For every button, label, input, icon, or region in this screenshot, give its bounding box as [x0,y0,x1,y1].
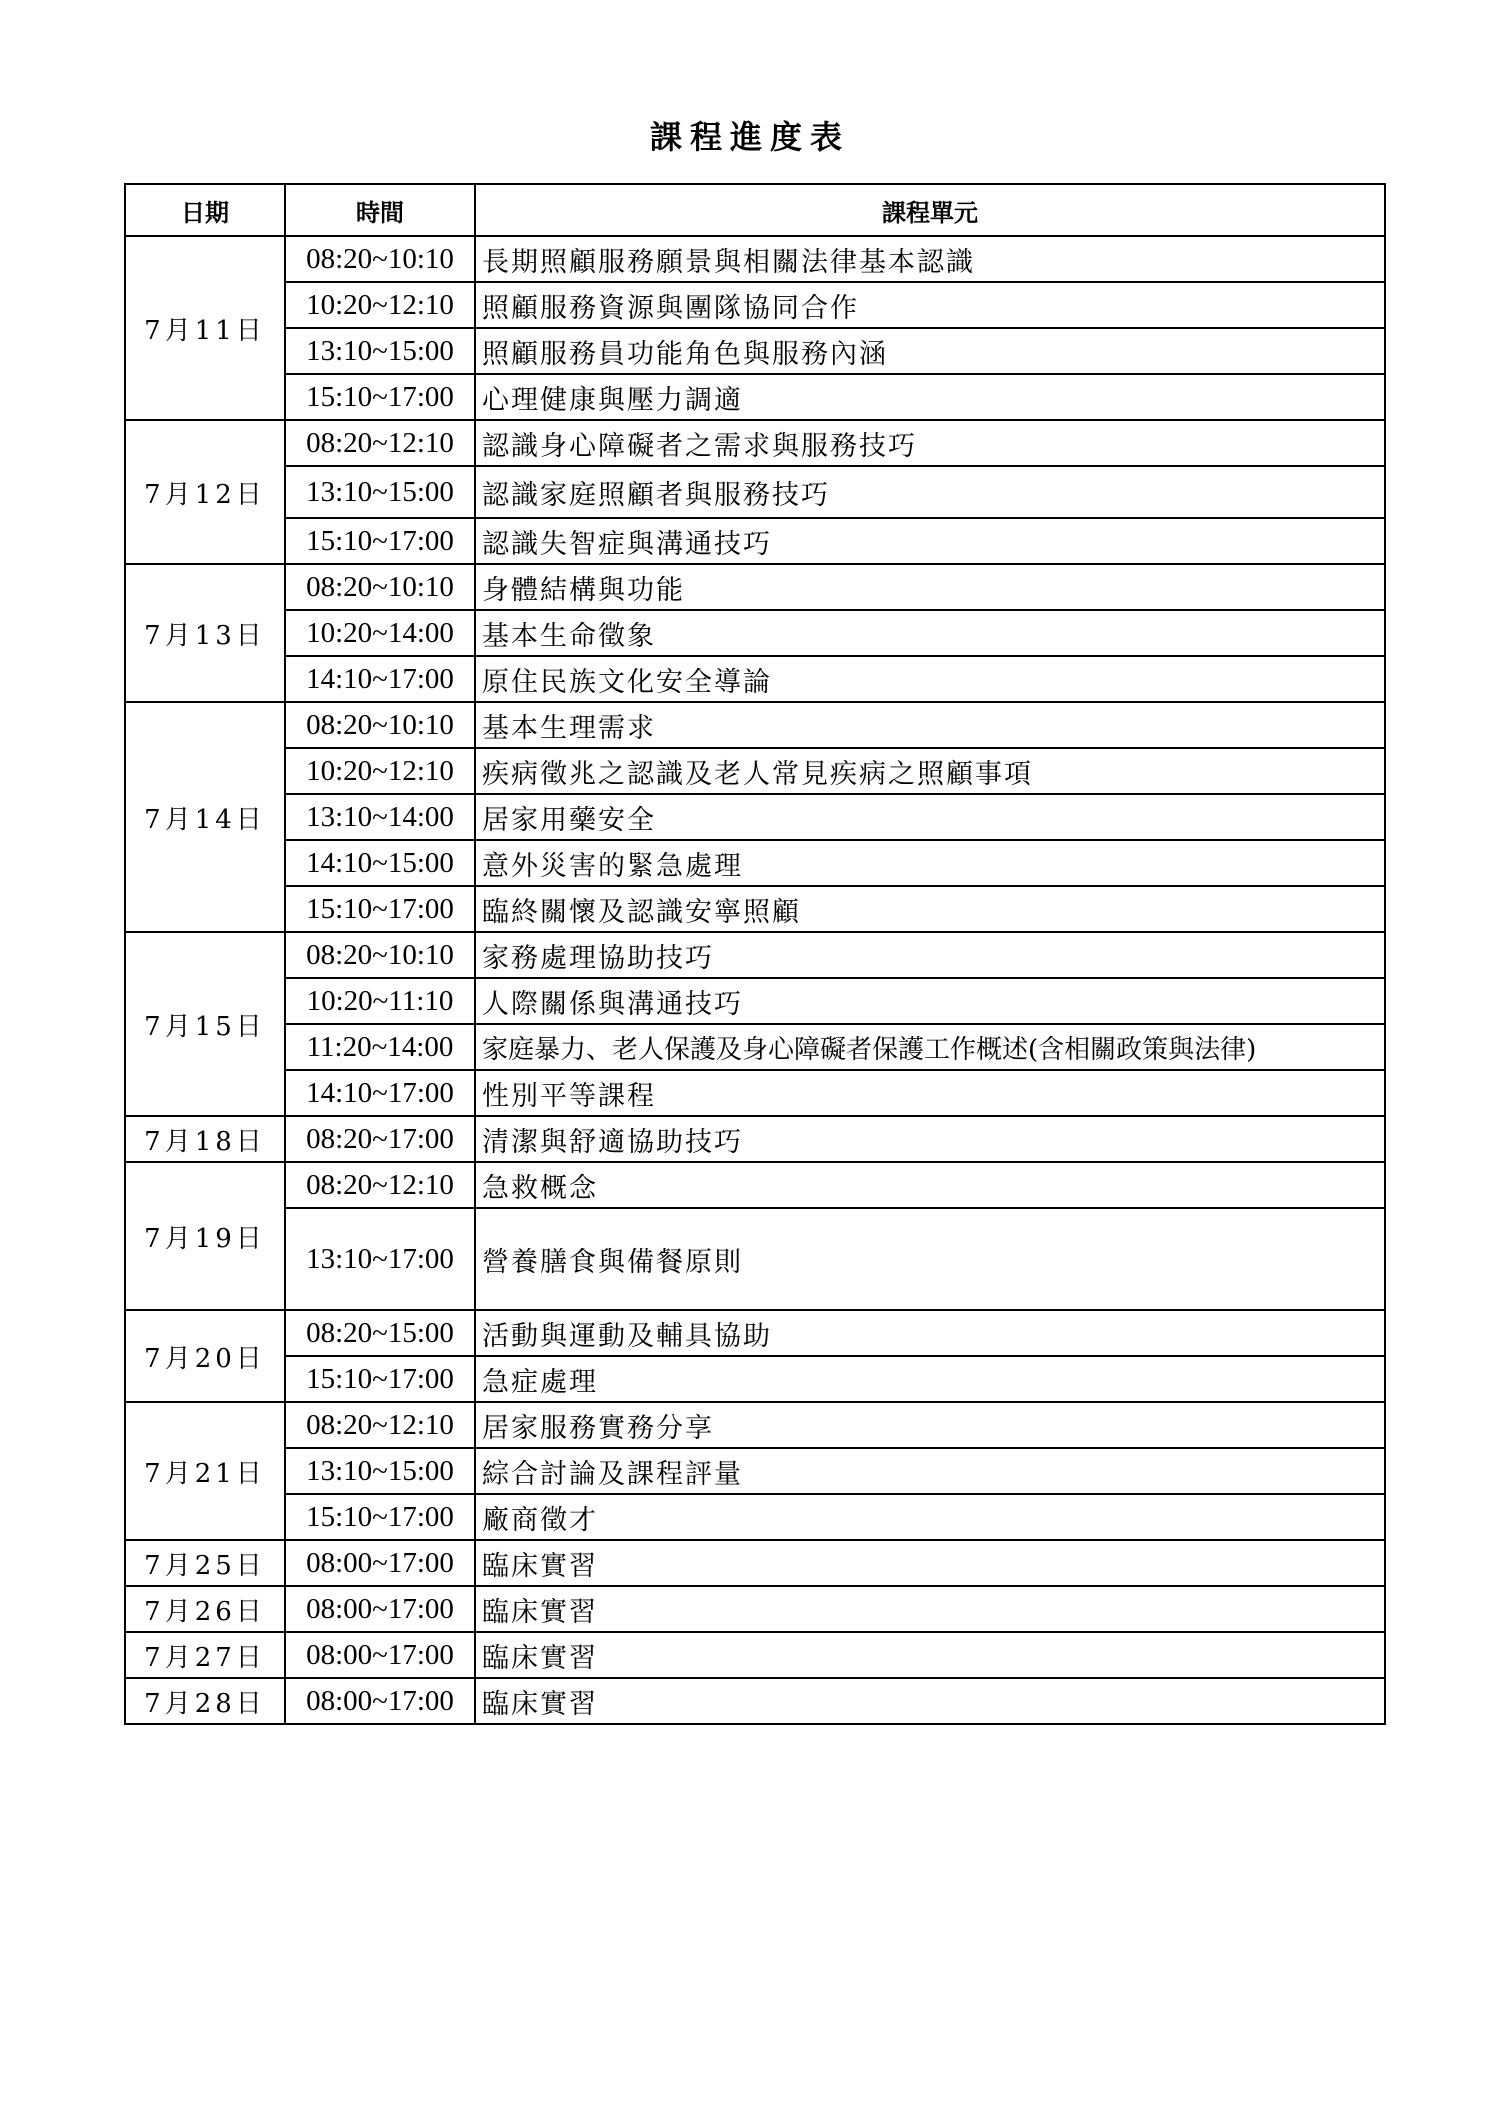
topic-cell: 原住民族文化安全導論 [475,656,1385,702]
table-row [125,978,1385,1024]
time-cell: 08:20~10:10 [285,564,475,610]
time-cell: 08:20~12:10 [285,420,475,466]
topic-cell: 疾病徵兆之認識及老人常見疾病之照顧事項 [475,748,1385,794]
topic-cell: 居家服務實務分享 [475,1402,1385,1448]
table-row [125,564,1385,610]
time-cell: 08:20~10:10 [285,932,475,978]
time-cell: 10:20~11:10 [285,978,475,1024]
table-row [125,656,1385,702]
topic-cell: 家庭暴力、老人保護及身心障礙者保護工作概述(含相關政策與法律) [475,1024,1385,1070]
time-cell: 13:10~15:00 [285,328,475,374]
header-unit: 課程單元 [475,184,1385,236]
page-title: 課程進度表 [649,118,850,156]
table-row [125,840,1385,886]
table-row [125,932,1385,978]
table-row [125,1356,1385,1402]
header-date: 日期 [125,184,285,236]
topic-cell: 身體結構與功能 [475,564,1385,610]
time-cell: 14:10~17:00 [285,1070,475,1116]
time-cell: 08:20~17:00 [285,1116,475,1162]
date-cell: 7月28日 [125,1678,285,1724]
topic-cell: 基本生理需求 [475,702,1385,748]
time-cell: 15:10~17:00 [285,1356,475,1402]
date-cell: 7月25日 [125,1540,285,1586]
table-row [125,518,1385,564]
time-cell: 15:10~17:00 [285,518,475,564]
date-cell: 7月14日 [125,702,285,932]
time-cell: 13:10~15:00 [285,1448,475,1494]
time-cell: 08:20~12:10 [285,1162,475,1208]
table-row [125,328,1385,374]
topic-cell: 人際關係與溝通技巧 [475,978,1385,1024]
table-row [125,1586,1385,1632]
time-cell: 08:00~17:00 [285,1586,475,1632]
topic-cell: 家務處理協助技巧 [475,932,1385,978]
header-row [125,184,1385,236]
date-cell: 7月11日 [125,236,285,420]
date-cell: 7月12日 [125,420,285,564]
topic-cell: 長期照顧服務願景與相關法律基本認識 [475,236,1385,282]
topic-cell: 臨床實習 [475,1586,1385,1632]
topic-cell: 認識失智症與溝通技巧 [475,518,1385,564]
table-row [125,1208,1385,1310]
topic-cell: 臨床實習 [475,1632,1385,1678]
time-cell: 13:10~14:00 [285,794,475,840]
table-row [125,420,1385,466]
date-cell: 7月15日 [125,932,285,1116]
table-row [125,1632,1385,1678]
time-cell: 15:10~17:00 [285,1494,475,1540]
table-row [125,282,1385,328]
topic-cell: 臨床實習 [475,1678,1385,1724]
table-row [125,1024,1385,1070]
topic-cell: 臨床實習 [475,1540,1385,1586]
time-cell: 08:00~17:00 [285,1678,475,1724]
table-row [125,1540,1385,1586]
time-cell: 14:10~17:00 [285,656,475,702]
topic-cell: 清潔與舒適協助技巧 [475,1116,1385,1162]
table-row [125,748,1385,794]
table-row [125,1448,1385,1494]
table-row [125,794,1385,840]
topic-cell: 照顧服務員功能角色與服務內涵 [475,328,1385,374]
time-cell: 08:20~10:10 [285,702,475,748]
date-cell: 7月27日 [125,1632,285,1678]
topic-cell: 認識身心障礙者之需求與服務技巧 [475,420,1385,466]
topic-cell: 基本生命徵象 [475,610,1385,656]
time-cell: 14:10~15:00 [285,840,475,886]
date-cell: 7月21日 [125,1402,285,1540]
topic-cell: 急症處理 [475,1356,1385,1402]
table-row [125,466,1385,518]
table-row [125,886,1385,932]
date-cell: 7月18日 [125,1116,285,1162]
topic-cell: 居家用藥安全 [475,794,1385,840]
time-cell: 10:20~12:10 [285,282,475,328]
date-cell: 7月26日 [125,1586,285,1632]
time-cell: 11:20~14:00 [285,1024,475,1070]
topic-cell: 性別平等課程 [475,1070,1385,1116]
topic-cell: 意外災害的緊急處理 [475,840,1385,886]
topic-cell: 廠商徵才 [475,1494,1385,1540]
table-row [125,236,1385,282]
date-cell: 7月13日 [125,564,285,702]
table-row [125,1310,1385,1356]
time-cell: 08:20~15:00 [285,1310,475,1356]
topic-cell: 急救概念 [475,1162,1385,1208]
time-cell: 08:20~12:10 [285,1402,475,1448]
table-row [125,1116,1385,1162]
header-time: 時間 [285,184,475,236]
time-cell: 15:10~17:00 [285,886,475,932]
topic-cell: 臨終關懷及認識安寧照顧 [475,886,1385,932]
time-cell: 10:20~14:00 [285,610,475,656]
time-cell: 13:10~17:00 [285,1208,475,1310]
table-row [125,1070,1385,1116]
topic-cell: 營養膳食與備餐原則 [475,1208,1385,1310]
table-row [125,1402,1385,1448]
date-cell: 7月20日 [125,1310,285,1402]
time-cell: 10:20~12:10 [285,748,475,794]
table-row [125,610,1385,656]
time-cell: 08:00~17:00 [285,1540,475,1586]
topic-cell: 心理健康與壓力調適 [475,374,1385,420]
time-cell: 13:10~15:00 [285,466,475,518]
table-row [125,374,1385,420]
date-cell: 7月19日 [125,1162,285,1310]
time-cell: 15:10~17:00 [285,374,475,420]
schedule-table [124,183,1386,1725]
table-row [125,1678,1385,1724]
table-row [125,1494,1385,1540]
time-cell: 08:00~17:00 [285,1632,475,1678]
topic-cell: 活動與運動及輔具協助 [475,1310,1385,1356]
table-row [125,1162,1385,1208]
topic-cell: 認識家庭照顧者與服務技巧 [475,466,1385,518]
table-row [125,702,1385,748]
topic-cell: 綜合討論及課程評量 [475,1448,1385,1494]
topic-cell: 照顧服務資源與團隊協同合作 [475,282,1385,328]
time-cell: 08:20~10:10 [285,236,475,282]
